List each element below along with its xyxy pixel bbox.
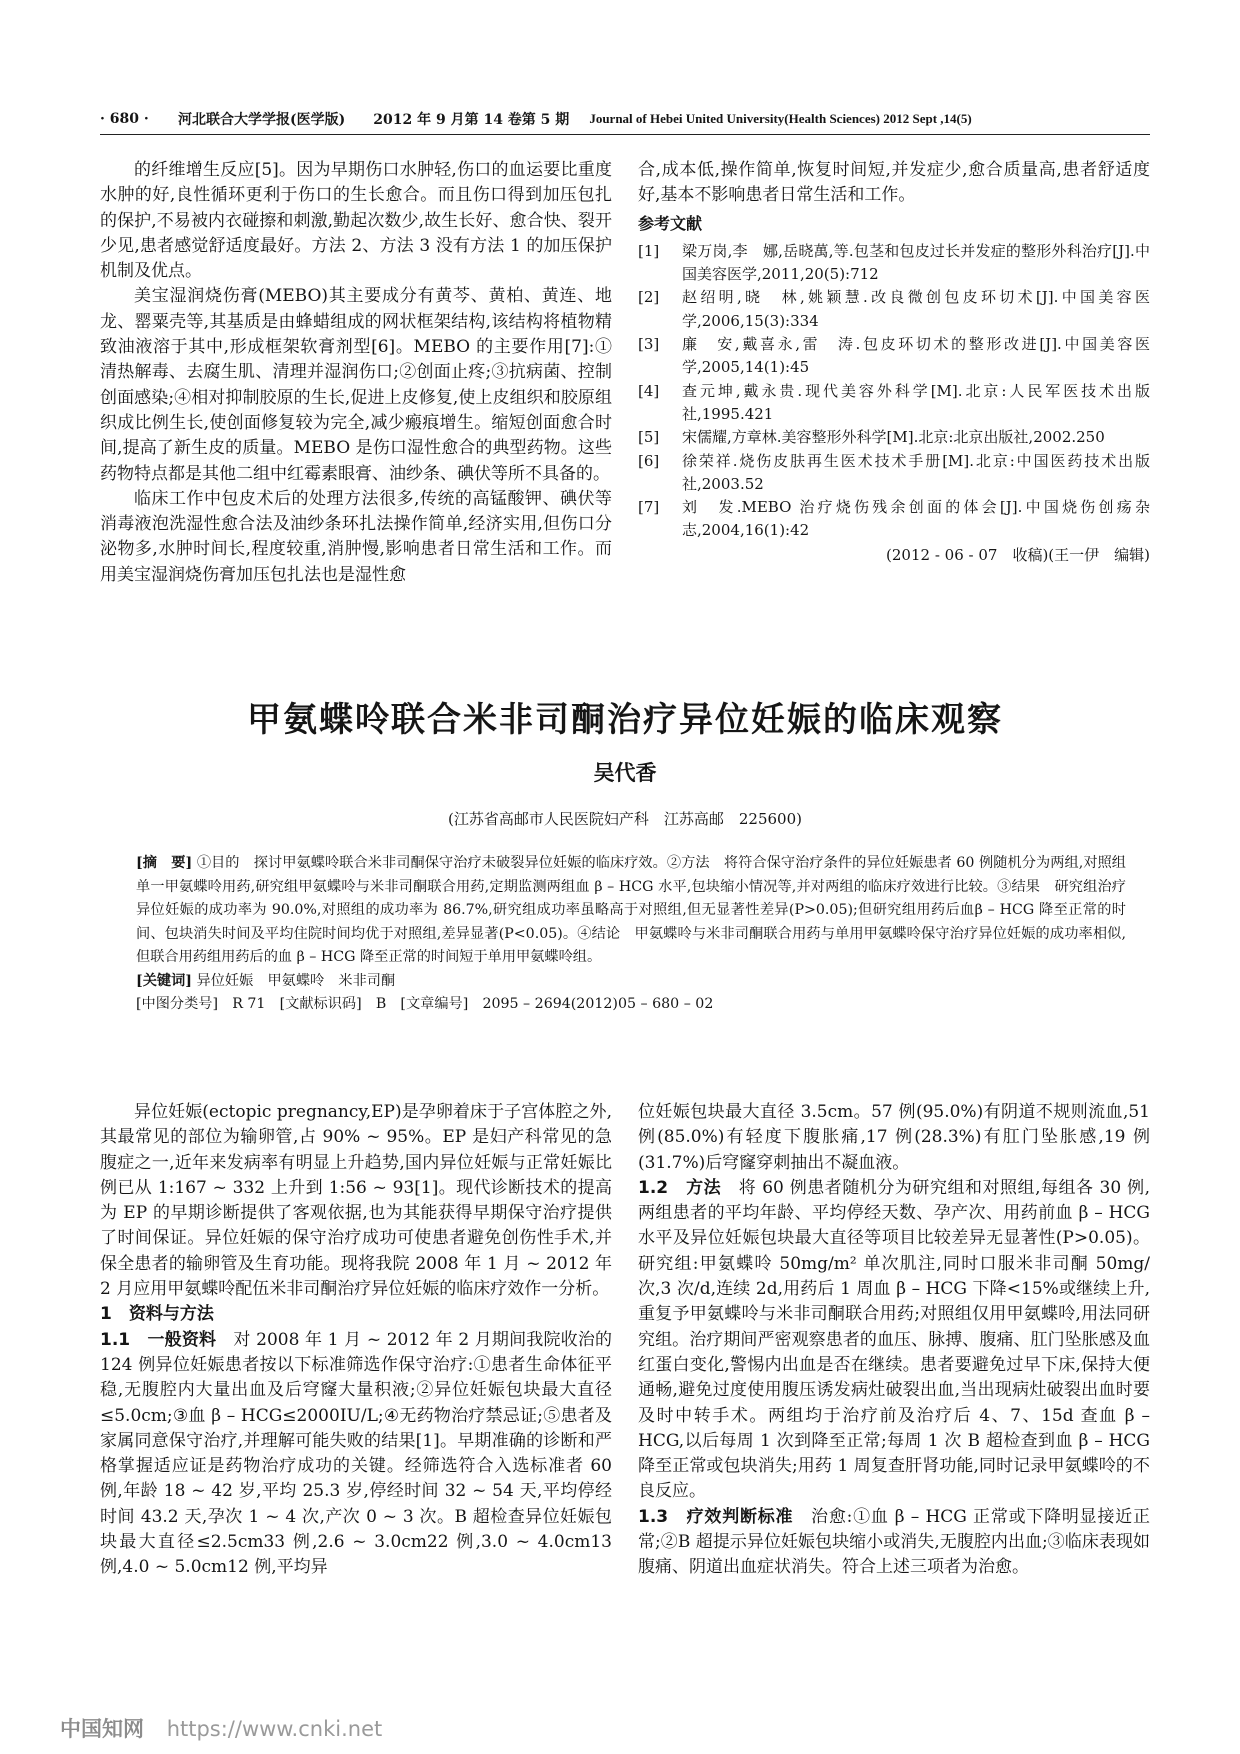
previous-article-conclusion: 合,成本低,操作简单,恢复时间短,并发症少,愈合质量高,患者舒适度好,基本不影响患者日常生活和工作。 — [638, 160, 1150, 206]
keywords — [136, 970, 1126, 994]
running-header — [100, 104, 1150, 135]
reference-number: [6] — [638, 451, 660, 470]
subsection-paragraph — [100, 1328, 612, 1581]
article-body-right-column — [638, 1100, 1150, 1581]
paragraph: 美宝湿润烧伤膏(MEBO)其主要成分有黄芩、黄柏、黄连、地龙、罂粟壳等,其基质是由蜂蜡组成的网状框架结构,该结构将植物精致油液溶于其中,形成框架软膏剂型[6]。MEBO 的主要作用[7]:①清热解毒、去腐生肌、清理并湿润伤口;②创面止疼;③抗病菌、控制创面感染;④相对抑制胶原的生长,促进上皮修复,使上皮组织和胶原组织成比例生长,使创面修复较为完全,减少瘢痕增生。缩短创面愈合时间,提高了新生皮的质量。MEBO 是伤口湿性愈合的典型药物。这些药物特点都是其他二组中红霉素眼膏、油纱条、碘伏等所不具备的。 — [100, 286, 612, 484]
references-heading: 参考文献 — [638, 213, 703, 233]
paragraph: 的纤维增生反应[5]。因为早期伤口水肿轻,伤口的血运要比重度水肿的好,良性循环更利于伤口的生长愈合。而且伤口得到加压包扎的保护,不易被内衣碰擦和刺激,勤起次数少,故生长好、愈合快、裂开少见,患者感觉舒适度最好。方法 2、方法 3 没有方法 1 的加压保护机制及优点。 — [100, 160, 612, 282]
cnki-watermark — [60, 1713, 382, 1743]
author-affiliation: (江苏省高邮市人民医院妇产科 江苏高邮 225600) — [448, 810, 802, 828]
keywords-text: 异位妊娠 甲氨蝶呤 米非司酮 — [196, 972, 396, 989]
reference-item — [638, 496, 1150, 543]
article-body-left-column — [100, 1100, 612, 1581]
paragraph-continued: 位妊娠包块最大直径 3.5cm。57 例(95.0%)有阴道不规则流血,51 例(85.0%)有轻度下腹胀痛,17 例(28.3%)有肛门坠胀感,19 例(31.7%)后穹窿穿刺抽出不凝血液。 — [638, 1102, 1150, 1173]
subsection-heading: 1.1 一般资料 — [100, 1329, 217, 1350]
cnki-url[interactable]: https://www.cnki.net — [166, 1717, 383, 1741]
section-heading: 1 资料与方法 — [100, 1304, 214, 1325]
reference-text: 梁万岗,李 娜,岳晓萬,等.包茎和包皮过长并发症的整形外科治疗[J].中国美容医学,2011,20(5):712 — [682, 241, 1150, 284]
previous-article-left-column — [100, 158, 612, 588]
reference-item — [638, 380, 1150, 427]
keywords-label: [关键词] — [136, 972, 192, 989]
issue-info-cn: 2012 年 9 月第 14 卷第 5 期 — [373, 112, 570, 128]
subsection-heading: 1.2 方法 — [638, 1177, 722, 1198]
reference-item — [638, 240, 1150, 287]
paragraph: 临床工作中包皮术后的处理方法很多,传统的高锰酸钾、碘伏等消毒液泡洗湿性愈合法及油纱条环扎法操作简单,经济实用,但伤口分泌物多,水肿时间长,程度较重,消肿慢,影响患者日常生活和工作。而用美宝湿润烧伤膏加压包扎法也是湿性愈 — [100, 488, 612, 585]
journal-title-en: Journal of Hebei United University(Health Sciences) 2012 Sept ,14(5) — [589, 111, 972, 126]
cnki-logo: 中国知网 — [60, 1717, 144, 1741]
subsection-heading: 1.3 疗效判断标准 — [638, 1506, 794, 1527]
reference-item — [638, 333, 1150, 380]
reference-number: [1] — [638, 241, 660, 260]
reference-text: 宋儒耀,方章林.美容整形外科学[M].北京:北京出版社,2002.250 — [682, 428, 1105, 447]
abstract-text: ①目的 探讨甲氨蝶呤联合米非司酮保守治疗未破裂异位妊娠的临床疗效。②方法 将符合保守治疗条件的异位妊娠患者 60 例随机分为两组,对照组单一甲氨蝶呤用药,研究组甲氨蝶呤与米非司酮联合用药,定期监测两组血 β – HCG 水平,包块缩小情况等,并对两组的临床疗效进行比较。③结果 研究组治疗异位妊娠的成功率为 90.0%,对照组的成功率为 86.7%,研究组成功率虽略高于对照组,但无显著性差异(P>0.05);但研究组用药后血β – HCG 降至正常的时间、包块消失时间及平均住院时间均优于对照组,差异显著(P<0.05)。④结论 甲氨蝶呤与米非司酮联合用药与单用甲氨蝶呤保守治疗异位妊娠的成功率相似,但联合用药组用药后的血 β – HCG 降至正常的时间短于单用甲氨蝶呤组。 — [136, 855, 1126, 965]
subsection-paragraph — [638, 1505, 1150, 1581]
reference-text: 徐荣祥.烧伤皮肤再生医术技术手册[M].北京:中国医药技术出版社,2003.52 — [682, 451, 1150, 493]
reference-number: [3] — [638, 335, 660, 354]
abstract-block — [136, 852, 1126, 1017]
reference-number: [4] — [638, 381, 660, 400]
subsection-paragraph — [638, 1176, 1150, 1505]
subsection-text: 对 2008 年 1 月 ~ 2012 年 2 月期间我院收治的 124 例异位妊娠患者按以下标准筛选作保守治疗:①患者生命体征平稳,无腹腔内大量出血及后穹窿大量积液;②异位妊娠包块最大直径≤5.0cm;③血 β – HCG≤2000IU/L;④无药物治疗禁忌证;⑤患者及家属同意保守治疗,并理解可能失败的结果[1]。早期准确的诊断和严格掌握适应证是药物治疗成功的关键。经筛选符合入选标准者 60 例,年龄 18 ~ 42 岁,平均 25.3 岁,停经时间 32 ~ 54 天,平均停经时间 43.2 天,孕次 1 ~ 4 次,产次 0 ~ 3 次。B 超检查异位妊娠包块最大直径≤2.5cm33 例,2.6 ~ 3.0cm22 例,3.0 ~ 4.0cm13 例,4.0 ~ 5.0cm12 例,平均异 — [100, 1329, 612, 1578]
article-title: 甲氨蝶呤联合米非司酮治疗异位妊娠的临床观察 — [247, 700, 1003, 740]
article-author: 吴代香 — [593, 761, 657, 785]
abstract-label: [摘 要] — [136, 855, 193, 871]
reference-text: 查元坤,戴永贵.现代美容外科学[M].北京:人民军医技术出版社,1995.421 — [682, 381, 1150, 423]
reference-number: [7] — [638, 498, 660, 517]
paragraph: 异位妊娠(ectopic pregnancy,EP)是孕卵着床于子宫体腔之外,其最常见的部位为输卵管,占 90% ~ 95%。EP 是妇产科常见的急腹症之一,近年来发病率有明显上升趋势,国内异位妊娠与正常妊娠比例已从 1:167 ~ 332 上升到 1:56 ~ 93[1]。现代诊断技术的提高为 EP 的早期诊断提供了客观依据,也为其能获得早期保守治疗提供了时间保证。异位妊娠的保守治疗成功可使患者避免创伤性手术,并保全患者的输卵管及生育功能。现将我院 2008 年 1 月 ~ 2012 年 2 月应用甲氨蝶呤配伍米非司酮治疗异位妊娠的临床疗效作一分析。 — [100, 1102, 612, 1300]
reference-item — [638, 426, 1150, 449]
reference-text: 刘 发.MEBO 治疗烧伤残余创面的体会[J].中国烧伤创疡杂志,2004,16(1):42 — [682, 498, 1150, 540]
previous-article-right-column — [638, 158, 1150, 568]
received-note: (2012 - 06 - 07 收稿)(王一伊 编辑) — [886, 545, 1150, 564]
classification-line: [中图分类号] R 71 [文献标识码] B [文章编号] 2095 – 2694(2012)05 – 680 – 02 — [136, 996, 714, 1012]
reference-item — [638, 450, 1150, 497]
abstract — [136, 852, 1126, 970]
subsection-text: 将 60 例患者随机分为研究组和对照组,每组各 30 例,两组患者的平均年龄、平均停经天数、孕产次、用药前血 β – HCG 水平及异位妊娠包块最大直径等项目比较差异无显著性(P>0.05)。研究组:甲氨蝶呤 50mg/m² 单次肌注,同时口服米非司酮 50mg/次,3 次/d,连续 2d,用药后 1 周血 β – HCG 下降<15%或继续上升,重复予甲氨蝶呤与米非司酮联合用药;对照组仅用甲氨蝶呤,用法同研究组。治疗期间严密观察患者的血压、脉搏、腹痛、肛门坠胀感及血红蛋白变化,警惕内出血是否在继续。患者要避免过早下床,保持大便通畅,避免过度使用腹压诱发病灶破裂出血,当出现病灶破裂出血时要及时中转手术。两组均于治疗前及治疗后 4、7、15d 查血 β – HCG,以后每周 1 次到降至正常;每周 1 次 B 超检查到血 β – HCG 降至正常或包块消失;用药 1 周复查肝肾功能,同时记录甲氨蝶呤的不良反应。 — [638, 1177, 1150, 1502]
reference-text: 廉 安,戴喜永,雷 涛.包皮环切术的整形改进[J].中国美容医学,2005,14(1):45 — [682, 335, 1150, 377]
reference-list — [638, 240, 1150, 543]
reference-item — [638, 286, 1150, 333]
reference-number: [5] — [638, 428, 660, 447]
page-number: · 680 · — [100, 111, 149, 127]
journal-title-cn: 河北联合大学学报(医学版) — [178, 112, 346, 128]
reference-number: [2] — [638, 288, 660, 307]
subsection-text: 治愈:①血 β – HCG 正常或下降明显接近正常;②B 超提示异位妊娠包块缩小或消失,无腹腔内出血;③临床表现如腹痛、阴道出血症状消失。符合上述三项者为治愈。 — [638, 1506, 1150, 1578]
reference-text: 赵绍明,晓 林,姚颖慧.改良微创包皮环切术[J].中国美容医学,2006,15(3):334 — [682, 288, 1150, 330]
